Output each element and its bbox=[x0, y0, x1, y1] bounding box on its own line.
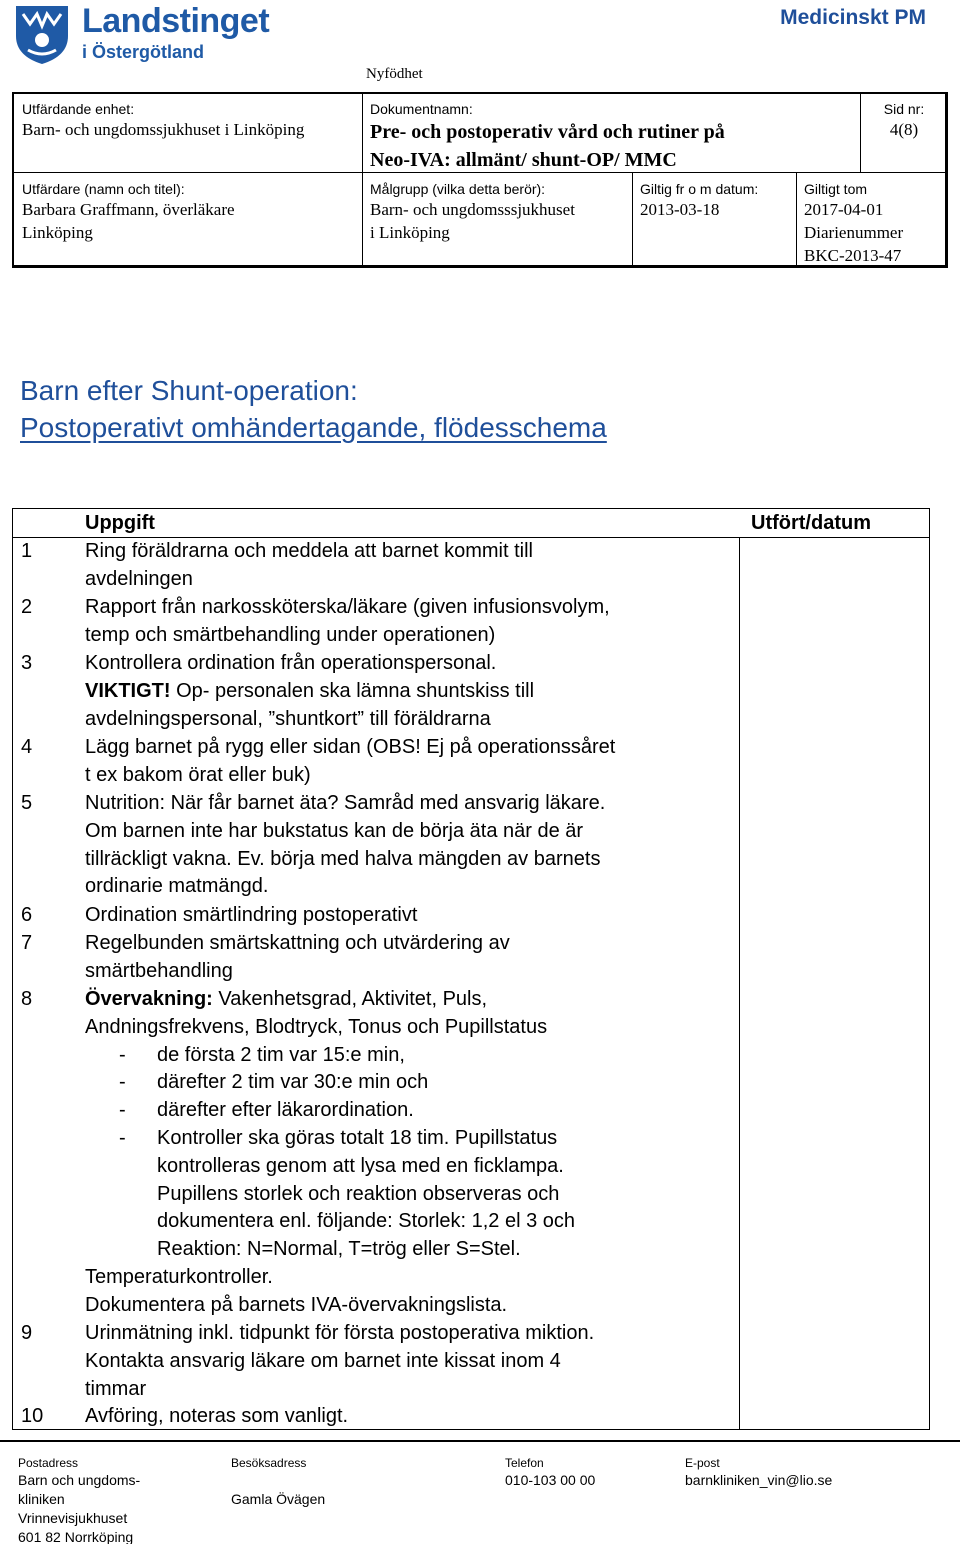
task-text bbox=[85, 1320, 737, 1403]
document-category: Nyfödhet bbox=[366, 66, 423, 82]
task-text-continued bbox=[85, 1153, 737, 1320]
task-line: Nutrition: När får barnet äta? Samråd med ansvarig läkare. bbox=[85, 792, 606, 814]
monitoring-label: Övervakning: bbox=[85, 988, 213, 1010]
postal-line: Barn och ungdoms- bbox=[18, 1472, 141, 1488]
author-label: Utfärdare (namn och titel): bbox=[22, 181, 185, 197]
postal-label: Postadress bbox=[18, 1456, 79, 1470]
valid-from-value: 2013-03-18 bbox=[640, 200, 720, 219]
footer-divider bbox=[0, 1440, 960, 1442]
task-line: Lägg barnet på rygg eller sidan (OBS! Ej på operationssåret bbox=[85, 736, 616, 758]
task-line-rest: Vakenhetsgrad, Aktivitet, Puls, bbox=[212, 988, 488, 1010]
target-group-cell bbox=[370, 180, 575, 244]
target-group-label: Målgrupp (vilka detta berör): bbox=[370, 181, 546, 197]
task-text bbox=[85, 538, 737, 594]
target-group-line1: Barn- och ungdomsssjukhuset bbox=[370, 200, 575, 219]
diary-number-value: BKC-2013-47 bbox=[804, 246, 902, 265]
list-item: - Kontroller ska göras totalt 18 tim. Pupillstatus bbox=[85, 1125, 557, 1153]
valid-from-cell bbox=[640, 180, 758, 221]
visit-label: Besöksadress bbox=[231, 1456, 307, 1470]
task-number: 9 bbox=[21, 1322, 33, 1344]
valid-to-value: 2017-04-01 bbox=[804, 200, 884, 219]
task-text bbox=[85, 1403, 737, 1431]
issuing-unit-value: Barn- och ungdomssjukhuset i Linköping bbox=[22, 120, 305, 139]
task-text bbox=[85, 594, 737, 650]
task-number: 10 bbox=[21, 1405, 44, 1427]
visit-value: Gamla Övägen bbox=[231, 1491, 326, 1507]
diary-number-label: Diarienummer bbox=[804, 223, 904, 242]
task-line: Ring föräldrarna och meddela att barnet kommit till bbox=[85, 540, 533, 562]
task-number: 6 bbox=[21, 904, 33, 926]
postal-line: Vrinnevisjukhuset bbox=[18, 1510, 128, 1526]
task-number: 8 bbox=[21, 988, 33, 1010]
landstinget-logo bbox=[10, 2, 300, 68]
task-number: 2 bbox=[21, 596, 33, 618]
task-text bbox=[85, 790, 737, 901]
header-col-divider bbox=[362, 94, 363, 265]
email-value: barnkliniken_vin@lio.se bbox=[685, 1472, 833, 1488]
title-line1: Barn efter Shunt-operation: bbox=[20, 375, 358, 406]
task-text bbox=[85, 734, 737, 790]
task-line: Kontakta ansvarig läkare om barnet inte kissat inom 4 bbox=[85, 1349, 561, 1372]
task-text bbox=[85, 902, 737, 930]
task-text bbox=[85, 930, 737, 986]
author-cell bbox=[22, 180, 235, 244]
page-number-cell bbox=[860, 100, 948, 141]
task-line: avdelningspersonal, ”shuntkort” till föräldrarna bbox=[85, 707, 491, 730]
list-item: - därefter efter läkarordination. bbox=[85, 1097, 557, 1125]
footer-phone bbox=[505, 1455, 595, 1490]
list-item: - därefter 2 tim var 30:e min och bbox=[85, 1069, 557, 1097]
task-line: Rapport från narkossköterska/läkare (given infusionsvolym, bbox=[85, 596, 610, 618]
important-label: VIKTIGT! bbox=[85, 679, 171, 702]
monitoring-schedule-list bbox=[85, 1042, 557, 1153]
task-line: Om barnen inte har bukstatus kan de börja äta när de är bbox=[85, 819, 584, 842]
header-col-divider bbox=[632, 172, 633, 265]
task-number: 5 bbox=[21, 792, 33, 814]
task-checklist-table bbox=[12, 508, 930, 1430]
valid-to-label: Giltigt tom bbox=[804, 181, 868, 197]
task-text bbox=[85, 650, 737, 733]
task-line: Ordination smärtlindring postoperativt bbox=[85, 904, 418, 926]
task-number: 7 bbox=[21, 932, 33, 954]
task-line: Dokumentera på barnets IVA-övervakningslista. bbox=[85, 1293, 508, 1316]
postal-line: kliniken bbox=[18, 1491, 65, 1507]
postal-line: 601 82 Norrköping bbox=[18, 1529, 134, 1544]
valid-to-cell bbox=[804, 180, 903, 267]
task-line: Pupillens storlek och reaktion observeras och bbox=[157, 1182, 560, 1205]
list-item: - de första 2 tim var 15:e min, bbox=[85, 1042, 557, 1070]
issuing-unit-label: Utfärdande enhet: bbox=[22, 101, 135, 117]
email-label: E-post bbox=[685, 1456, 720, 1470]
task-line bbox=[85, 986, 737, 1014]
task-line: Temperaturkontroller. bbox=[85, 1265, 273, 1288]
task-line: dokumentera enl. följande: Storlek: 1,2 el 3 och bbox=[157, 1210, 576, 1233]
document-name-line1: Pre- och postoperativ vård och rutiner på bbox=[370, 121, 725, 143]
page-number-label: Sid nr: bbox=[883, 101, 925, 117]
author-line1: Barbara Graffmann, överläkare bbox=[22, 200, 235, 219]
footer-postal-address bbox=[18, 1455, 140, 1544]
task-line: tillräckligt vakna. Ev. börja med halva mängden av barnets bbox=[85, 847, 601, 870]
task-line bbox=[85, 678, 737, 706]
document-name-label: Dokumentnamn: bbox=[370, 101, 473, 117]
title-line2: Postoperativt omhändertagande, flödesschema bbox=[20, 412, 607, 443]
document-name-line2: Neo-IVA: allmänt/ shunt-OP/ MMC bbox=[370, 149, 677, 171]
task-line: t ex bakom örat eller buk) bbox=[85, 763, 311, 786]
shield-crest-icon bbox=[10, 2, 74, 66]
task-line: avdelningen bbox=[85, 567, 193, 590]
issuing-unit-cell bbox=[22, 100, 304, 141]
phone-label: Telefon bbox=[505, 1456, 544, 1470]
valid-from-label: Giltig fr o m datum: bbox=[640, 181, 759, 197]
document-type: Medicinskt PM bbox=[780, 6, 926, 29]
task-text bbox=[85, 986, 737, 1042]
column-header-task: Uppgift bbox=[85, 512, 155, 534]
task-line: Regelbunden smärtskattning och utvärdering av bbox=[85, 932, 510, 954]
logo-name: Landstinget bbox=[82, 2, 270, 40]
phone-value: 010-103 00 00 bbox=[505, 1472, 596, 1488]
task-line: Andningsfrekvens, Blodtryck, Tonus och Pupillstatus bbox=[85, 1015, 548, 1038]
page-title bbox=[20, 372, 607, 446]
document-header-table bbox=[12, 92, 948, 268]
target-group-line2: i Linköping bbox=[370, 223, 450, 242]
task-number: 3 bbox=[21, 652, 33, 674]
task-line: Reaktion: N=Normal, T=trög eller S=Stel. bbox=[157, 1238, 521, 1261]
header-col-divider bbox=[796, 172, 797, 265]
task-line: ordinarie matmängd. bbox=[85, 875, 269, 898]
task-number: 1 bbox=[21, 540, 33, 562]
page-number-value: 4(8) bbox=[889, 120, 919, 139]
task-line: temp och smärtbehandling under operationen) bbox=[85, 623, 496, 646]
table-column-divider bbox=[739, 537, 740, 1429]
task-line: kontrolleras genom att lysa med en ficklampa. bbox=[157, 1154, 564, 1177]
task-line: timmar bbox=[85, 1377, 147, 1400]
task-line: smärtbehandling bbox=[85, 959, 233, 982]
footer-visit-address bbox=[231, 1455, 325, 1509]
document-name-cell bbox=[370, 100, 725, 174]
task-line: Kontrollera ordination från operationspersonal. bbox=[85, 652, 497, 674]
column-header-done-date: Utfört/datum bbox=[751, 512, 871, 534]
task-line: Avföring, noteras som vanligt. bbox=[85, 1405, 349, 1427]
logo-region: i Östergötland bbox=[82, 42, 205, 62]
author-line2: Linköping bbox=[22, 223, 93, 242]
task-number: 4 bbox=[21, 736, 33, 758]
footer-email bbox=[685, 1455, 832, 1490]
task-line-rest: Op- personalen ska lämna shuntskiss till bbox=[170, 679, 535, 702]
task-line: Urinmätning inkl. tidpunkt för första postoperativa miktion. bbox=[85, 1322, 595, 1344]
